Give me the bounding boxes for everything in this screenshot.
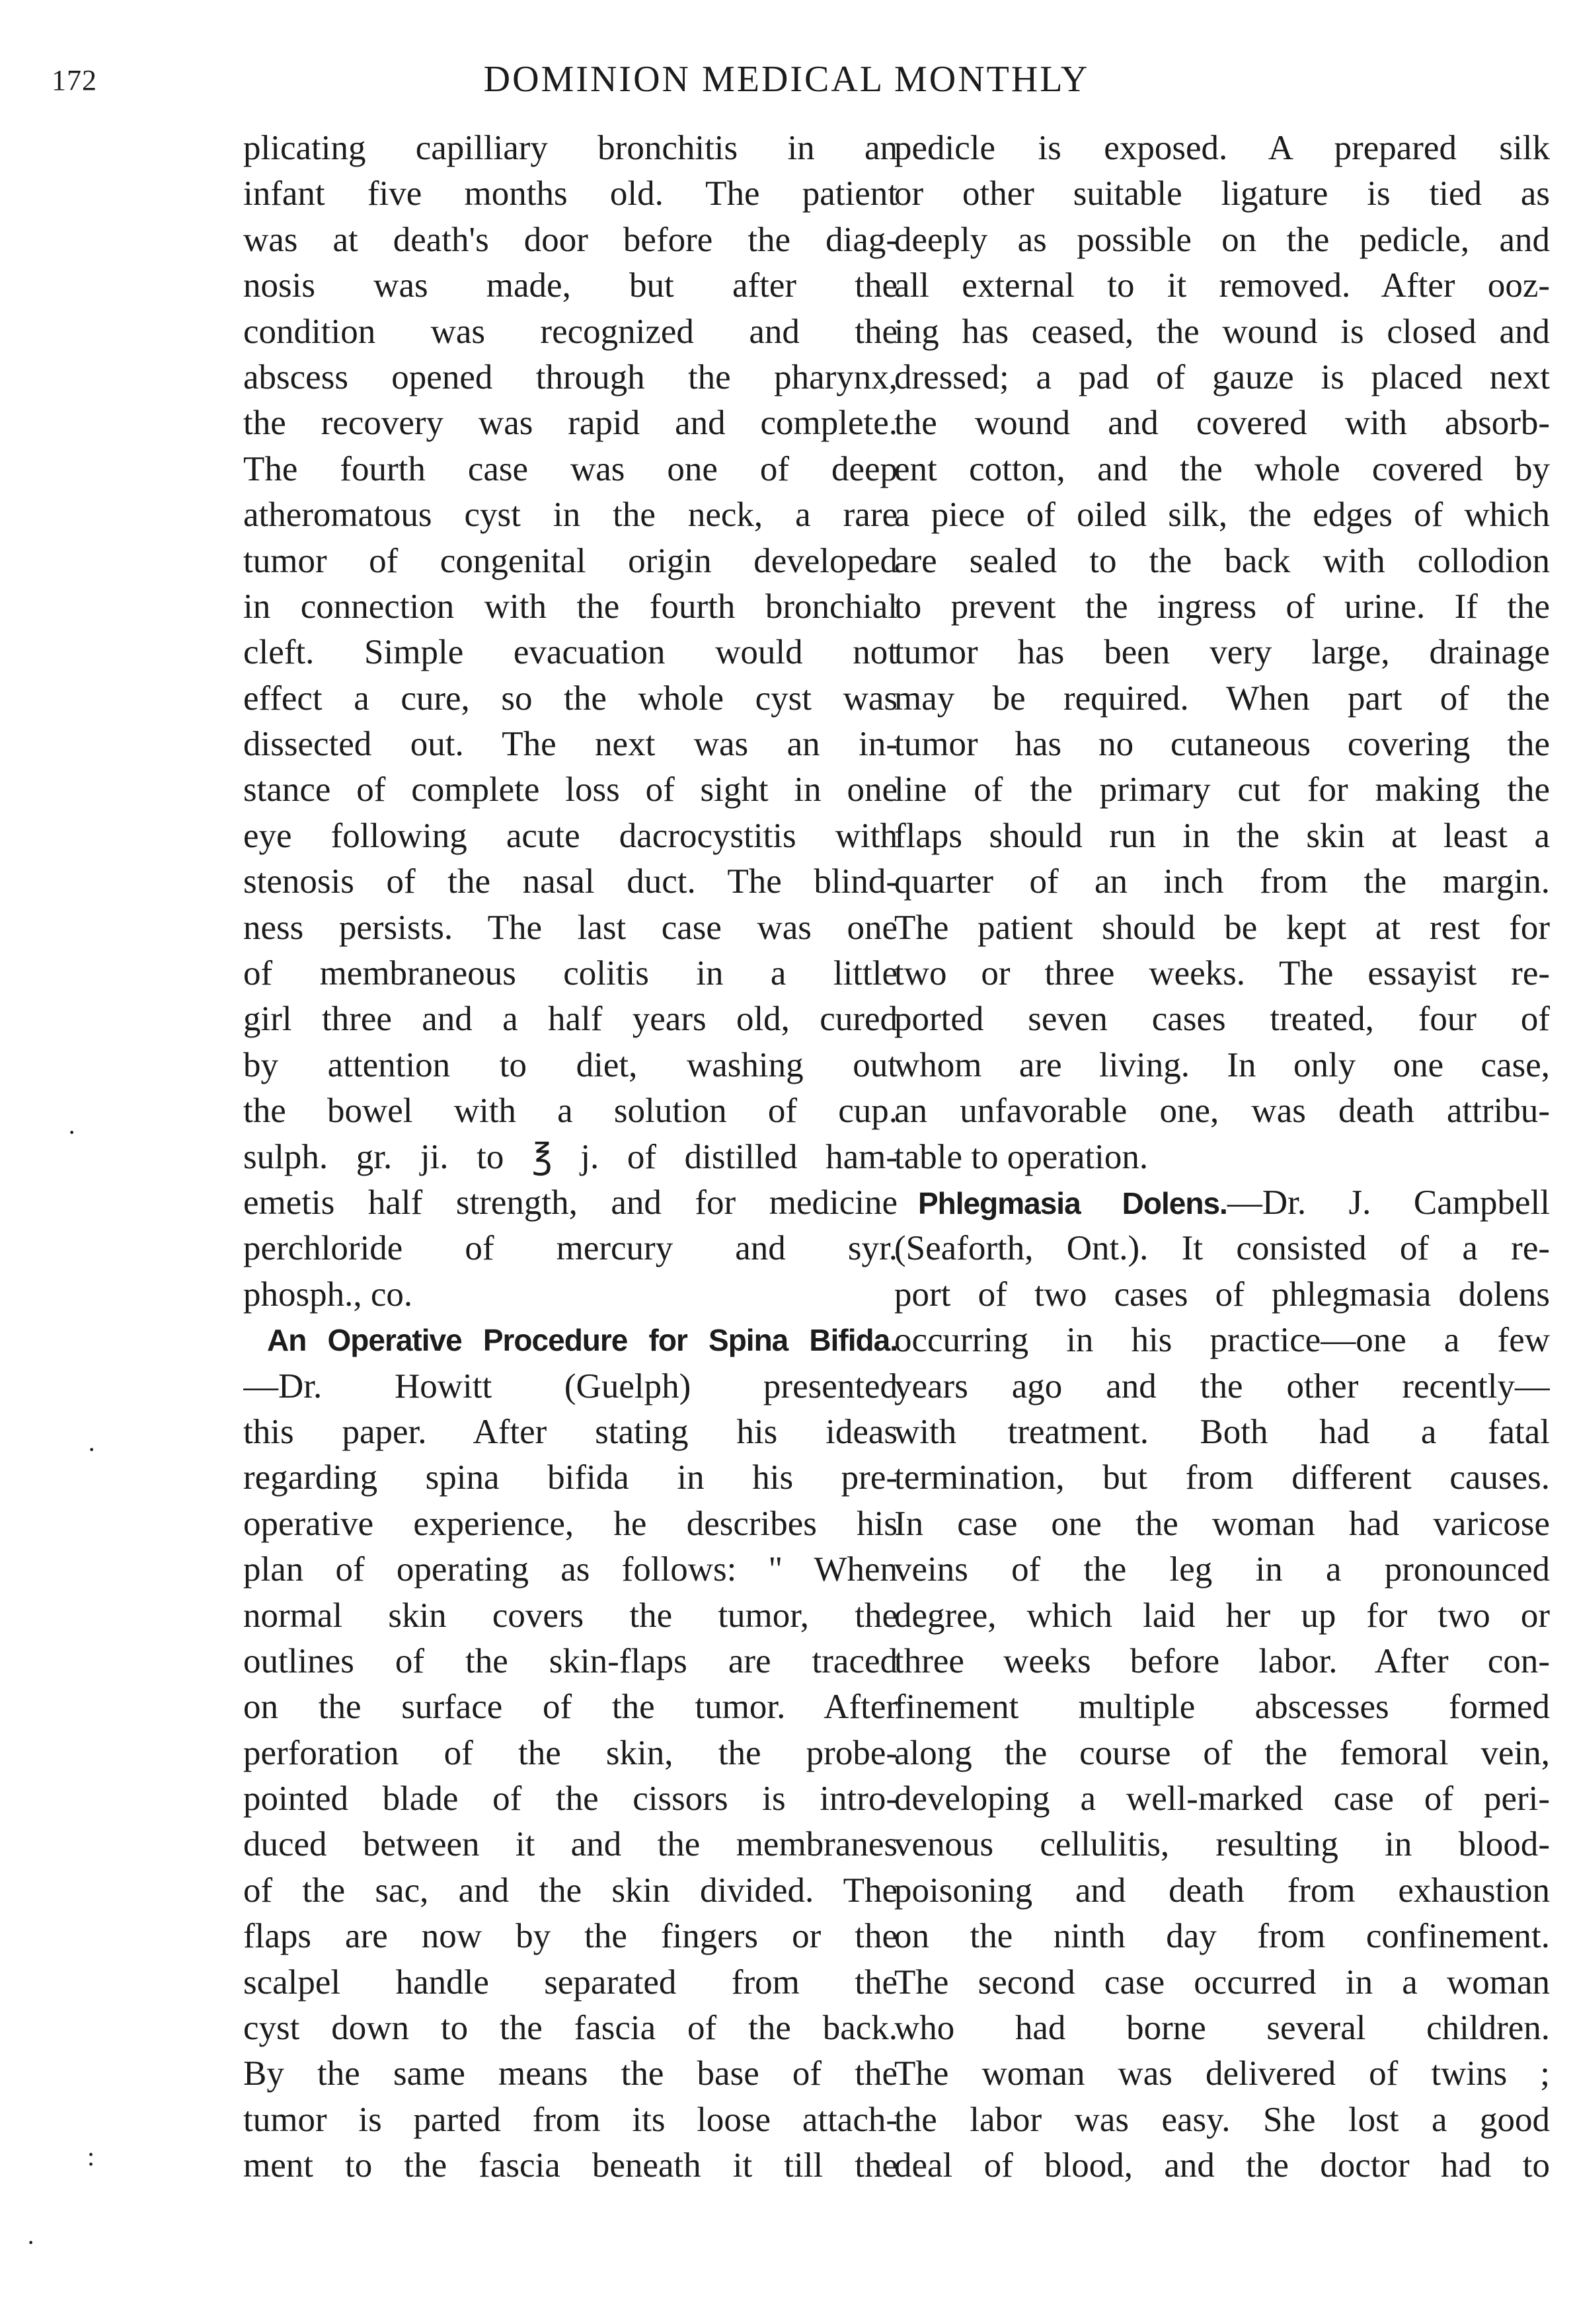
text-line: tumor is parted from its loose attach- (243, 2100, 898, 2139)
text-line: condition was recognized and the (243, 312, 898, 351)
text-line: cleft. Simple evacuation would not (243, 633, 898, 672)
text-line: In case one the woman had varicose (894, 1504, 1550, 1543)
text-line: by attention to diet, washing out (243, 1045, 898, 1084)
text-line: normal skin covers the tumor, the (243, 1596, 898, 1635)
text-line: outlines of the skin-flaps are traced (243, 1641, 898, 1680)
print-speck: · (26, 2228, 36, 2257)
text-line: tumor of congenital origin developed (243, 541, 898, 580)
text-line: The patient should be kept at rest for (894, 908, 1550, 947)
text-line: deal of blood, and the doctor had to (894, 2146, 1550, 2185)
text-line: veins of the leg in a pronounced (894, 1550, 1550, 1589)
text-line: termination, but from different causes. (894, 1458, 1550, 1497)
heading-continuation: —Dr. J. Campbell (1227, 1183, 1550, 1222)
text-line: port of two cases of phlegmasia dolens (894, 1275, 1550, 1314)
text-line: emetis half strength, and for medicine (243, 1183, 898, 1222)
text-line: was at death's door before the diag- (243, 220, 898, 259)
text-line: on the surface of the tumor. After (243, 1688, 898, 1727)
text-line: By the same means the base of the (243, 2054, 898, 2093)
text-line: dissected out. The next was an in- (243, 725, 898, 764)
text-line: plan of operating as follows: " When (243, 1550, 898, 1589)
text-line: stenosis of the nasal duct. The blind- (243, 862, 898, 901)
text-line: atheromatous cyst in the neck, a rare (243, 496, 898, 535)
text-line: of the sac, and the skin divided. The (243, 1871, 898, 1910)
running-head: DOMINION MEDICAL MONTHLY (483, 59, 1090, 100)
text-line: ing has ceased, the wound is closed and (894, 312, 1550, 351)
text-line: line of the primary cut for making the (894, 770, 1550, 809)
text-line: along the course of the femoral vein, (894, 1733, 1550, 1772)
page-number: 172 (52, 64, 97, 96)
text-line: the labor was easy. She lost a good (894, 2100, 1550, 2139)
text-line: may be required. When part of the (894, 679, 1550, 718)
text-line: two or three weeks. The essayist re- (894, 954, 1550, 993)
text-line: ent cotton, and the whole covered by (894, 449, 1550, 488)
text-line: effect a cure, so the whole cyst was (243, 679, 898, 718)
text-line: an unfavorable one, was death attribu- (894, 1092, 1550, 1131)
text-line: regarding spina bifida in his pre- (243, 1458, 898, 1497)
text-line: abscess opened through the pharynx, (243, 357, 898, 396)
text-line: ported seven cases treated, four of (894, 1000, 1550, 1039)
text-line: the recovery was rapid and complete. (243, 404, 898, 443)
text-line: finement multiple abscesses formed (894, 1688, 1550, 1727)
text-line: phosph., co. (243, 1275, 413, 1314)
print-speck: : (87, 2142, 95, 2171)
text-line: ment to the fascia beneath it till the (243, 2146, 898, 2185)
text-line: nosis was made, but after the (243, 266, 898, 305)
text-line: perchloride of mercury and syr. (243, 1229, 898, 1268)
text-line: stance of complete loss of sight in one (243, 770, 898, 809)
text-line: —Dr. Howitt (Guelph) presented (243, 1367, 898, 1406)
print-speck: · (67, 1117, 77, 1147)
text-line: The second case occurred in a woman (894, 1963, 1550, 2002)
text-line: the bowel with a solution of cup. (243, 1092, 898, 1131)
text-line: with treatment. Both had a fatal (894, 1412, 1550, 1451)
section-phlegmasia-first-line (894, 1180, 1550, 1226)
text-line: a piece of oiled silk, the edges of which (894, 496, 1550, 535)
text-line: whom are living. In only one case, (894, 1045, 1550, 1084)
text-line: girl three and a half years old, cured (243, 1000, 898, 1039)
text-line: ness persists. The last case was one (243, 908, 898, 947)
text-line: three weeks before labor. After con- (894, 1641, 1550, 1680)
text-line: who had borne several children. (894, 2009, 1550, 2048)
text-line: (Seaforth, Ont.). It consisted of a re- (894, 1229, 1550, 1268)
text-line: flaps should run in the skin at least a (894, 816, 1550, 855)
text-line: tumor has been very large, drainage (894, 633, 1550, 672)
text-line: the wound and covered with absorb- (894, 404, 1550, 443)
text-line: developing a well-marked case of peri- (894, 1780, 1550, 1818)
left-column (243, 126, 898, 2189)
text-line: to prevent the ingress of urine. If the (894, 587, 1550, 626)
text-line: poisoning and death from exhaustion (894, 1871, 1550, 1910)
text-line: The woman was delivered of twins ; (894, 2054, 1550, 2093)
text-line: pedicle is exposed. A prepared silk (894, 129, 1550, 167)
text-line: perforation of the skin, the probe- (243, 1733, 898, 1772)
section-heading-spina-bifida: An Operative Procedure for Spina Bifida. (267, 1323, 898, 1358)
text-line: of membraneous colitis in a little (243, 954, 898, 993)
text-line: on the ninth day from confinement. (894, 1917, 1550, 1956)
text-line: degree, which laid her up for two or (894, 1596, 1550, 1635)
text-line: pointed blade of the cissors is intro- (243, 1780, 898, 1818)
text-line: venous cellulitis, resulting in blood- (894, 1825, 1550, 1864)
text-line: quarter of an inch from the margin. (894, 862, 1550, 901)
text-line: infant five months old. The patient (243, 174, 898, 213)
text-line: table to operation. (894, 1137, 1149, 1176)
text-line: flaps are now by the fingers or the (243, 1917, 898, 1956)
text-line: duced between it and the membranes (243, 1825, 898, 1864)
section-heading-phlegmasia: Phlegmasia Dolens. (918, 1185, 1227, 1220)
text-line: deeply as possible on the pedicle, and (894, 220, 1550, 259)
text-line: all external to it removed. After ooz- (894, 266, 1550, 305)
text-line: eye following acute dacrocystitis with (243, 816, 898, 855)
text-line: tumor has no cutaneous covering the (894, 725, 1550, 764)
right-column (894, 126, 1550, 2189)
print-speck: · (87, 1435, 96, 1464)
text-line: or other suitable ligature is tied as (894, 174, 1550, 213)
text-line: this paper. After stating his ideas (243, 1412, 898, 1451)
text-line: sulph. gr. ji. to ℥ j. of distilled ham- (243, 1137, 898, 1176)
text-line: are sealed to the back with collodion (894, 541, 1550, 580)
text-line: The fourth case was one of deep (243, 449, 898, 488)
text-line: dressed; a pad of gauze is placed next (894, 357, 1550, 396)
text-line: occurring in his practice—one a few (894, 1321, 1550, 1360)
text-line: operative experience, he describes his (243, 1504, 898, 1543)
text-line: plicating capilliary bronchitis in an (243, 129, 898, 167)
text-line: cyst down to the fascia of the back. (243, 2009, 898, 2048)
text-line: scalpel handle separated from the (243, 1963, 898, 2002)
text-line: years ago and the other recently— (894, 1367, 1550, 1406)
text-line: in connection with the fourth bronchial (243, 587, 898, 626)
